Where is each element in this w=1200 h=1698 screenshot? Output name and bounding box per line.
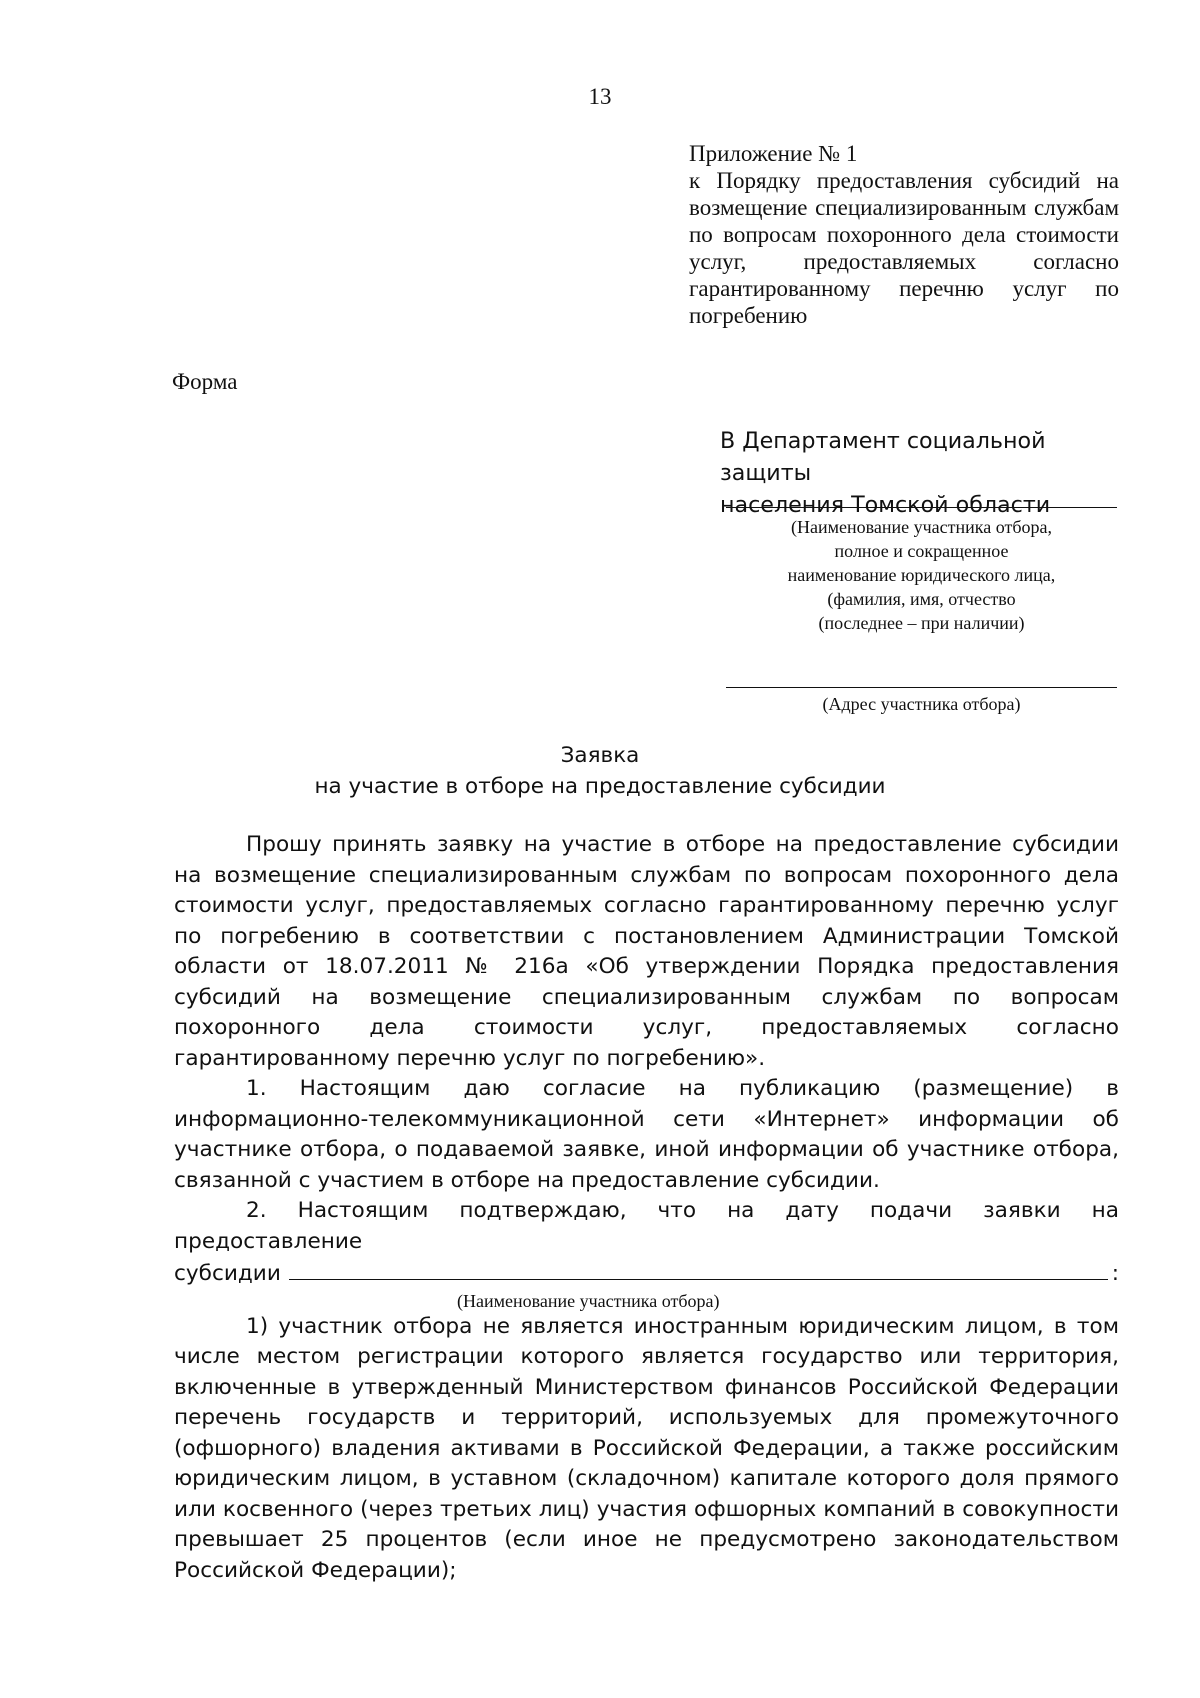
colon: : bbox=[1111, 1261, 1119, 1286]
application-body bbox=[174, 830, 1119, 1586]
subsidy-fill-row bbox=[174, 1257, 1119, 1290]
addressee-line-2: населения Томской области bbox=[720, 492, 1051, 518]
page-number: 13 bbox=[588, 84, 612, 109]
caption-line: (Наименование участника отбора, bbox=[790, 517, 1053, 537]
appendix-text: к Порядку предоставления субсидий на возмещение специализированным службам по вопросам похоронного дела стоимости услуг, предоставляемых согласно гарантированному перечню услуг по погребению bbox=[689, 168, 1119, 328]
application-title: Заявка bbox=[560, 743, 640, 768]
paragraph-request: Прошу принять заявку на участие в отборе на предоставление субсидии на возмещение специализированным службам по вопросам похоронного дела стоимости услуг, предоставляемых согласно гарантированному перечню услуг по погребению в соответствии с постановлением Администрации Томской области от 18.07.2011 № 216а «Об утверждении Порядка предоставления субсидий на возмещение специализированным службам по вопросам похоронного дела стоимости услуг, предоставляемых согласно гарантированному перечню услуг по погребению». bbox=[174, 832, 1119, 1071]
participant-name-line bbox=[726, 507, 1117, 508]
participant-name-fill-line bbox=[289, 1257, 1108, 1280]
caption-line: наименование юридического лица, bbox=[787, 565, 1056, 585]
caption-line: полное и сокращенное bbox=[834, 541, 1009, 561]
paragraph-confirmation: 2. Настоящим подтверждаю, что на дату подачи заявки на предоставление bbox=[174, 1198, 1119, 1254]
application-subtitle: на участие в отборе на предоставление субсидии bbox=[314, 774, 886, 799]
paragraph-item-1: 1) участник отбора не является иностранным юридическим лицом, в том числе местом регистрации которого является государство или территория, включенные в утвержденный Министерством финансов Российской Федерации перечень государств и территорий, используемых для промежуточного (офшорного) владения активами в Российской Федерации, а также российским юридическим лицом, в уставном (складочном) капитале которого доля прямого или косвенного (через третьих лиц) участия офшорных компаний в совокупности превышает 25 процентов (если иное не предусмотрено законодательством Российской Федерации); bbox=[174, 1313, 1119, 1583]
participant-name-caption bbox=[726, 515, 1117, 635]
participant-address-caption: (Адрес участника отбора) bbox=[822, 694, 1021, 714]
paragraph-consent: 1. Настоящим даю согласие на публикацию (размещение) в информационно-телекоммуникационной сети «Интернет» информации об участнике отбора, о подаваемой заявке, иной информации об участнике отбора, связанной с участием в отборе на предоставление субсидии. bbox=[174, 1076, 1119, 1193]
participant-name-fill-caption: (Наименование участника отбора) bbox=[457, 1290, 720, 1311]
caption-line: (последнее – при наличии) bbox=[818, 613, 1025, 633]
addressee-line-1: В Департамент социальной защиты bbox=[720, 428, 1046, 486]
appendix-block bbox=[689, 140, 1119, 329]
application-title-block bbox=[0, 740, 1200, 802]
caption-line: (фамилия, имя, отчество bbox=[827, 589, 1016, 609]
subsidy-word: субсидии bbox=[174, 1261, 281, 1286]
participant-address-line bbox=[726, 687, 1117, 688]
form-label: Форма bbox=[172, 369, 238, 394]
appendix-title: Приложение № 1 bbox=[689, 141, 858, 166]
